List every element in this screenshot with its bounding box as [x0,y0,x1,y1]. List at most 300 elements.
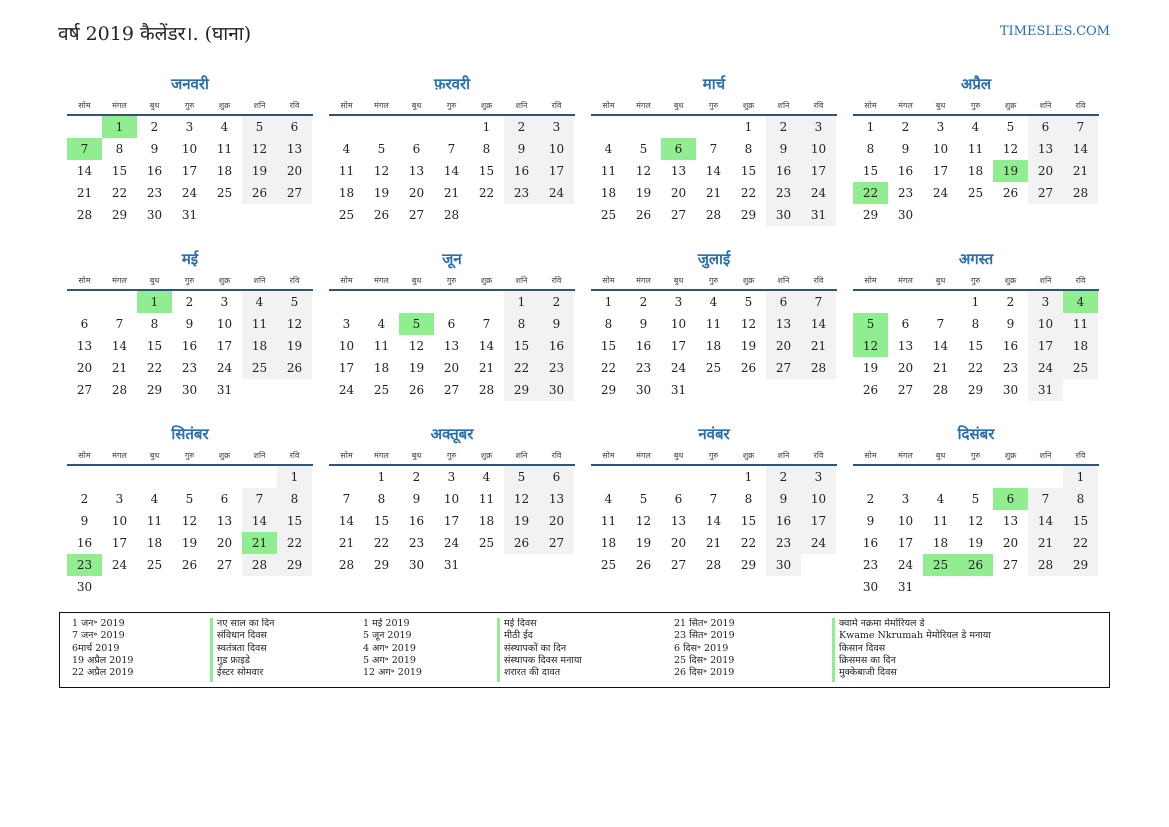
day-cell[interactable]: 4 [604,142,613,156]
day-cell[interactable]: 13 [76,339,93,353]
day-cell[interactable]: 11 [705,317,722,331]
day-cell[interactable]: 8 [377,492,386,506]
day-cell[interactable]: 15 [740,164,757,178]
day-cell[interactable]: 21 [76,186,93,200]
day-cell[interactable]: 30 [862,580,879,594]
day-cell[interactable]: 27 [216,558,233,572]
day-cell[interactable]: 26 [181,558,198,572]
day-cell[interactable]: 19 [277,335,312,357]
day-cell[interactable]: 25 [242,357,277,379]
day-cell[interactable]: 8 [504,313,539,335]
day-cell[interactable]: 21 [705,536,722,550]
day-cell[interactable]: 21 [443,186,460,200]
holiday-day-cell[interactable]: 1 [102,116,137,138]
holiday-day-cell[interactable]: 12 [853,335,888,357]
day-cell[interactable]: 24 [443,536,460,550]
day-cell[interactable]: 4 [936,492,945,506]
day-cell[interactable]: 27 [1028,182,1063,204]
day-cell[interactable]: 31 [1028,379,1063,401]
day-cell[interactable]: 26 [277,357,312,379]
day-cell[interactable]: 18 [146,536,163,550]
day-cell[interactable]: 13 [897,339,914,353]
day-cell[interactable]: 6 [674,492,683,506]
day-cell[interactable]: 7 [447,142,456,156]
day-cell[interactable]: 12 [277,313,312,335]
day-cell[interactable]: 28 [443,208,460,222]
day-cell[interactable]: 5 [504,466,539,488]
day-cell[interactable]: 3 [936,120,945,134]
day-cell[interactable]: 15 [478,164,495,178]
day-cell[interactable]: 17 [897,536,914,550]
day-cell[interactable]: 24 [670,361,687,375]
day-cell[interactable]: 18 [967,164,984,178]
day-cell[interactable]: 2 [80,492,89,506]
day-cell[interactable]: 16 [635,339,652,353]
day-cell[interactable]: 12 [504,488,539,510]
day-cell[interactable]: 12 [1002,142,1019,156]
day-cell[interactable]: 16 [146,164,163,178]
day-cell[interactable]: 3 [115,492,124,506]
day-cell[interactable]: 10 [897,514,914,528]
day-cell[interactable]: 10 [181,142,198,156]
day-cell[interactable]: 29 [740,558,757,572]
day-cell[interactable]: 12 [740,317,757,331]
day-cell[interactable]: 1 [377,470,386,484]
day-cell[interactable]: 2 [766,116,801,138]
day-cell[interactable]: 12 [408,339,425,353]
day-cell[interactable]: 21 [1028,532,1063,554]
holiday-day-cell[interactable]: 7 [67,138,102,160]
day-cell[interactable]: 9 [504,138,539,160]
day-cell[interactable]: 17 [1028,335,1063,357]
day-cell[interactable]: 2 [766,466,801,488]
day-cell[interactable]: 2 [901,120,910,134]
day-cell[interactable]: 3 [539,116,574,138]
day-cell[interactable]: 21 [478,361,495,375]
day-cell[interactable]: 3 [185,120,194,134]
day-cell[interactable]: 15 [277,510,312,532]
day-cell[interactable]: 18 [242,335,277,357]
day-cell[interactable]: 20 [670,536,687,550]
day-cell[interactable]: 5 [377,142,386,156]
day-cell[interactable]: 22 [111,186,128,200]
holiday-day-cell[interactable]: 19 [993,160,1028,182]
day-cell[interactable]: 4 [242,291,277,313]
day-cell[interactable]: 10 [801,138,836,160]
day-cell[interactable]: 17 [801,160,836,182]
day-cell[interactable]: 6 [412,142,421,156]
day-cell[interactable]: 20 [897,361,914,375]
day-cell[interactable]: 22 [967,361,984,375]
day-cell[interactable]: 9 [766,138,801,160]
day-cell[interactable]: 1 [482,120,491,134]
day-cell[interactable]: 20 [539,510,574,532]
day-cell[interactable]: 12 [967,514,984,528]
day-cell[interactable]: 30 [181,383,198,397]
day-cell[interactable]: 14 [338,514,355,528]
day-cell[interactable]: 19 [635,536,652,550]
day-cell[interactable]: 23 [504,182,539,204]
day-cell[interactable]: 9 [80,514,89,528]
day-cell[interactable]: 5 [1006,120,1015,134]
day-cell[interactable]: 6 [277,116,312,138]
day-cell[interactable]: 9 [766,488,801,510]
day-cell[interactable]: 6 [80,317,89,331]
day-cell[interactable]: 27 [670,558,687,572]
day-cell[interactable]: 29 [277,554,312,576]
day-cell[interactable]: 18 [338,186,355,200]
day-cell[interactable]: 13 [216,514,233,528]
day-cell[interactable]: 7 [936,317,945,331]
day-cell[interactable]: 12 [181,514,198,528]
day-cell[interactable]: 12 [242,138,277,160]
day-cell[interactable]: 4 [342,142,351,156]
day-cell[interactable]: 13 [1002,514,1019,528]
day-cell[interactable]: 1 [866,120,875,134]
day-cell[interactable]: 28 [242,554,277,576]
day-cell[interactable]: 28 [478,383,495,397]
day-cell[interactable]: 7 [709,492,718,506]
day-cell[interactable]: 27 [408,208,425,222]
day-cell[interactable]: 17 [338,361,355,375]
day-cell[interactable]: 30 [1002,383,1019,397]
day-cell[interactable]: 31 [181,208,198,222]
day-cell[interactable]: 30 [766,204,801,226]
day-cell[interactable]: 25 [338,208,355,222]
day-cell[interactable]: 10 [670,317,687,331]
day-cell[interactable]: 19 [967,536,984,550]
day-cell[interactable]: 16 [504,160,539,182]
day-cell[interactable]: 7 [342,492,351,506]
day-cell[interactable]: 9 [1006,317,1015,331]
day-cell[interactable]: 7 [242,488,277,510]
day-cell[interactable]: 30 [635,383,652,397]
day-cell[interactable]: 30 [146,208,163,222]
day-cell[interactable]: 11 [216,142,233,156]
day-cell[interactable]: 19 [242,160,277,182]
day-cell[interactable]: 6 [1028,116,1063,138]
day-cell[interactable]: 31 [897,580,914,594]
day-cell[interactable]: 17 [670,339,687,353]
day-cell[interactable]: 6 [539,466,574,488]
day-cell[interactable]: 25 [600,558,617,572]
day-cell[interactable]: 22 [277,532,312,554]
day-cell[interactable]: 30 [408,558,425,572]
holiday-day-cell[interactable]: 23 [67,554,102,576]
holiday-day-cell[interactable]: 1 [137,291,172,313]
day-cell[interactable]: 22 [600,361,617,375]
day-cell[interactable]: 8 [744,142,753,156]
day-cell[interactable]: 10 [801,488,836,510]
day-cell[interactable]: 13 [766,313,801,335]
day-cell[interactable]: 20 [670,186,687,200]
day-cell[interactable]: 25 [705,361,722,375]
day-cell[interactable]: 7 [709,142,718,156]
day-cell[interactable]: 15 [146,339,163,353]
day-cell[interactable]: 16 [766,510,801,532]
day-cell[interactable]: 12 [635,514,652,528]
day-cell[interactable]: 14 [478,339,495,353]
day-cell[interactable]: 4 [377,317,386,331]
day-cell[interactable]: 24 [1028,357,1063,379]
day-cell[interactable]: 2 [150,120,159,134]
day-cell[interactable]: 29 [1063,554,1098,576]
day-cell[interactable]: 5 [639,492,648,506]
day-cell[interactable]: 8 [277,488,312,510]
holiday-day-cell[interactable]: 26 [958,554,993,576]
day-cell[interactable]: 2 [639,295,648,309]
day-cell[interactable]: 4 [150,492,159,506]
day-cell[interactable]: 18 [373,361,390,375]
day-cell[interactable]: 11 [242,313,277,335]
day-cell[interactable]: 1 [1063,466,1098,488]
day-cell[interactable]: 25 [373,383,390,397]
day-cell[interactable]: 23 [766,532,801,554]
day-cell[interactable]: 19 [504,510,539,532]
day-cell[interactable]: 9 [412,492,421,506]
day-cell[interactable]: 15 [373,514,390,528]
day-cell[interactable]: 9 [901,142,910,156]
day-cell[interactable]: 21 [801,335,836,357]
day-cell[interactable]: 29 [146,383,163,397]
day-cell[interactable]: 28 [705,208,722,222]
day-cell[interactable]: 4 [220,120,229,134]
day-cell[interactable]: 8 [115,142,124,156]
day-cell[interactable]: 2 [412,470,421,484]
day-cell[interactable]: 3 [801,116,836,138]
day-cell[interactable]: 5 [744,295,753,309]
day-cell[interactable]: 15 [967,339,984,353]
day-cell[interactable]: 28 [932,383,949,397]
day-cell[interactable]: 8 [482,142,491,156]
day-cell[interactable]: 18 [478,514,495,528]
day-cell[interactable]: 7 [482,317,491,331]
day-cell[interactable]: 31 [801,204,836,226]
day-cell[interactable]: 1 [604,295,613,309]
day-cell[interactable]: 28 [801,357,836,379]
day-cell[interactable]: 29 [504,379,539,401]
day-cell[interactable]: 26 [635,558,652,572]
day-cell[interactable]: 13 [408,164,425,178]
day-cell[interactable]: 20 [216,536,233,550]
day-cell[interactable]: 11 [373,339,390,353]
day-cell[interactable]: 31 [216,383,233,397]
day-cell[interactable]: 13 [539,488,574,510]
day-cell[interactable]: 1 [971,295,980,309]
day-cell[interactable]: 9 [185,317,194,331]
day-cell[interactable]: 19 [635,186,652,200]
day-cell[interactable]: 26 [635,208,652,222]
day-cell[interactable]: 26 [862,383,879,397]
day-cell[interactable]: 22 [740,536,757,550]
day-cell[interactable]: 30 [539,379,574,401]
day-cell[interactable]: 26 [740,361,757,375]
day-cell[interactable]: 17 [216,339,233,353]
day-cell[interactable]: 28 [76,208,93,222]
day-cell[interactable]: 16 [539,335,574,357]
day-cell[interactable]: 3 [901,492,910,506]
day-cell[interactable]: 20 [1028,160,1063,182]
day-cell[interactable]: 7 [1028,488,1063,510]
day-cell[interactable]: 23 [408,536,425,550]
day-cell[interactable]: 6 [901,317,910,331]
day-cell[interactable]: 24 [338,383,355,397]
holiday-day-cell[interactable]: 6 [993,488,1028,510]
day-cell[interactable]: 21 [1063,160,1098,182]
day-cell[interactable]: 29 [967,383,984,397]
day-cell[interactable]: 1 [744,120,753,134]
day-cell[interactable]: 22 [1063,532,1098,554]
day-cell[interactable]: 25 [146,558,163,572]
day-cell[interactable]: 26 [408,383,425,397]
day-cell[interactable]: 15 [111,164,128,178]
day-cell[interactable]: 17 [539,160,574,182]
day-cell[interactable]: 18 [216,164,233,178]
day-cell[interactable]: 12 [373,164,390,178]
day-cell[interactable]: 20 [408,186,425,200]
day-cell[interactable]: 2 [866,492,875,506]
day-cell[interactable]: 7 [801,291,836,313]
day-cell[interactable]: 21 [338,536,355,550]
day-cell[interactable]: 19 [740,339,757,353]
day-cell[interactable]: 11 [1063,313,1098,335]
day-cell[interactable]: 29 [862,208,879,222]
day-cell[interactable]: 6 [766,291,801,313]
day-cell[interactable]: 14 [443,164,460,178]
day-cell[interactable]: 5 [971,492,980,506]
day-cell[interactable]: 3 [447,470,456,484]
day-cell[interactable]: 17 [443,514,460,528]
day-cell[interactable]: 15 [862,164,879,178]
day-cell[interactable]: 16 [181,339,198,353]
day-cell[interactable]: 4 [482,470,491,484]
day-cell[interactable]: 16 [862,536,879,550]
day-cell[interactable]: 2 [185,295,194,309]
day-cell[interactable]: 15 [1063,510,1098,532]
day-cell[interactable]: 14 [705,514,722,528]
day-cell[interactable]: 1 [277,466,312,488]
day-cell[interactable]: 18 [705,339,722,353]
day-cell[interactable]: 24 [216,361,233,375]
day-cell[interactable]: 27 [1002,558,1019,572]
day-cell[interactable]: 28 [111,383,128,397]
day-cell[interactable]: 3 [674,295,683,309]
day-cell[interactable]: 20 [76,361,93,375]
day-cell[interactable]: 14 [1028,510,1063,532]
day-cell[interactable]: 31 [670,383,687,397]
day-cell[interactable]: 28 [1063,182,1098,204]
day-cell[interactable]: 24 [111,558,128,572]
day-cell[interactable]: 30 [766,554,801,576]
day-cell[interactable]: 5 [185,492,194,506]
day-cell[interactable]: 9 [639,317,648,331]
day-cell[interactable]: 23 [539,357,574,379]
day-cell[interactable]: 14 [76,164,93,178]
day-cell[interactable]: 23 [181,361,198,375]
day-cell[interactable]: 14 [242,510,277,532]
day-cell[interactable]: 2 [1006,295,1015,309]
day-cell[interactable]: 14 [1063,138,1098,160]
day-cell[interactable]: 10 [539,138,574,160]
day-cell[interactable]: 26 [373,208,390,222]
day-cell[interactable]: 1 [504,291,539,313]
day-cell[interactable]: 13 [670,514,687,528]
day-cell[interactable]: 22 [478,186,495,200]
day-cell[interactable]: 27 [670,208,687,222]
site-link[interactable]: TIMESLES.COM [999,24,1110,39]
day-cell[interactable]: 26 [242,182,277,204]
day-cell[interactable]: 19 [373,186,390,200]
day-cell[interactable]: 19 [408,361,425,375]
day-cell[interactable]: 10 [443,492,460,506]
day-cell[interactable]: 15 [504,335,539,357]
day-cell[interactable]: 14 [111,339,128,353]
day-cell[interactable]: 4 [604,492,613,506]
day-cell[interactable]: 31 [443,558,460,572]
day-cell[interactable]: 23 [897,186,914,200]
day-cell[interactable]: 27 [443,383,460,397]
day-cell[interactable]: 27 [76,383,93,397]
day-cell[interactable]: 18 [600,536,617,550]
day-cell[interactable]: 8 [744,492,753,506]
day-cell[interactable]: 16 [897,164,914,178]
day-cell[interactable]: 24 [897,558,914,572]
holiday-day-cell[interactable]: 21 [242,532,277,554]
day-cell[interactable]: 3 [801,466,836,488]
day-cell[interactable]: 11 [932,514,949,528]
day-cell[interactable]: 29 [373,558,390,572]
holiday-day-cell[interactable]: 22 [853,182,888,204]
day-cell[interactable]: 5 [639,142,648,156]
day-cell[interactable]: 14 [932,339,949,353]
day-cell[interactable]: 21 [932,361,949,375]
day-cell[interactable]: 7 [115,317,124,331]
day-cell[interactable]: 23 [766,182,801,204]
day-cell[interactable]: 27 [539,532,574,554]
day-cell[interactable]: 17 [181,164,198,178]
holiday-day-cell[interactable]: 4 [1063,291,1098,313]
day-cell[interactable]: 27 [897,383,914,397]
day-cell[interactable]: 30 [897,208,914,222]
day-cell[interactable]: 28 [338,558,355,572]
day-cell[interactable]: 20 [766,335,801,357]
day-cell[interactable]: 17 [932,164,949,178]
day-cell[interactable]: 1 [744,470,753,484]
day-cell[interactable]: 11 [338,164,355,178]
day-cell[interactable]: 13 [277,138,312,160]
day-cell[interactable]: 25 [967,186,984,200]
day-cell[interactable]: 11 [967,142,984,156]
day-cell[interactable]: 7 [1063,116,1098,138]
day-cell[interactable]: 6 [220,492,229,506]
day-cell[interactable]: 30 [76,580,93,594]
day-cell[interactable]: 27 [766,357,801,379]
day-cell[interactable]: 29 [111,208,128,222]
day-cell[interactable]: 22 [373,536,390,550]
day-cell[interactable]: 11 [478,492,495,506]
day-cell[interactable]: 28 [1028,554,1063,576]
day-cell[interactable]: 11 [146,514,163,528]
day-cell[interactable]: 29 [600,383,617,397]
holiday-day-cell[interactable]: 25 [923,554,958,576]
day-cell[interactable]: 23 [1002,361,1019,375]
day-cell[interactable]: 5 [277,291,312,313]
day-cell[interactable]: 5 [242,116,277,138]
day-cell[interactable]: 3 [342,317,351,331]
day-cell[interactable]: 15 [600,339,617,353]
day-cell[interactable]: 20 [1002,536,1019,550]
day-cell[interactable]: 10 [111,514,128,528]
